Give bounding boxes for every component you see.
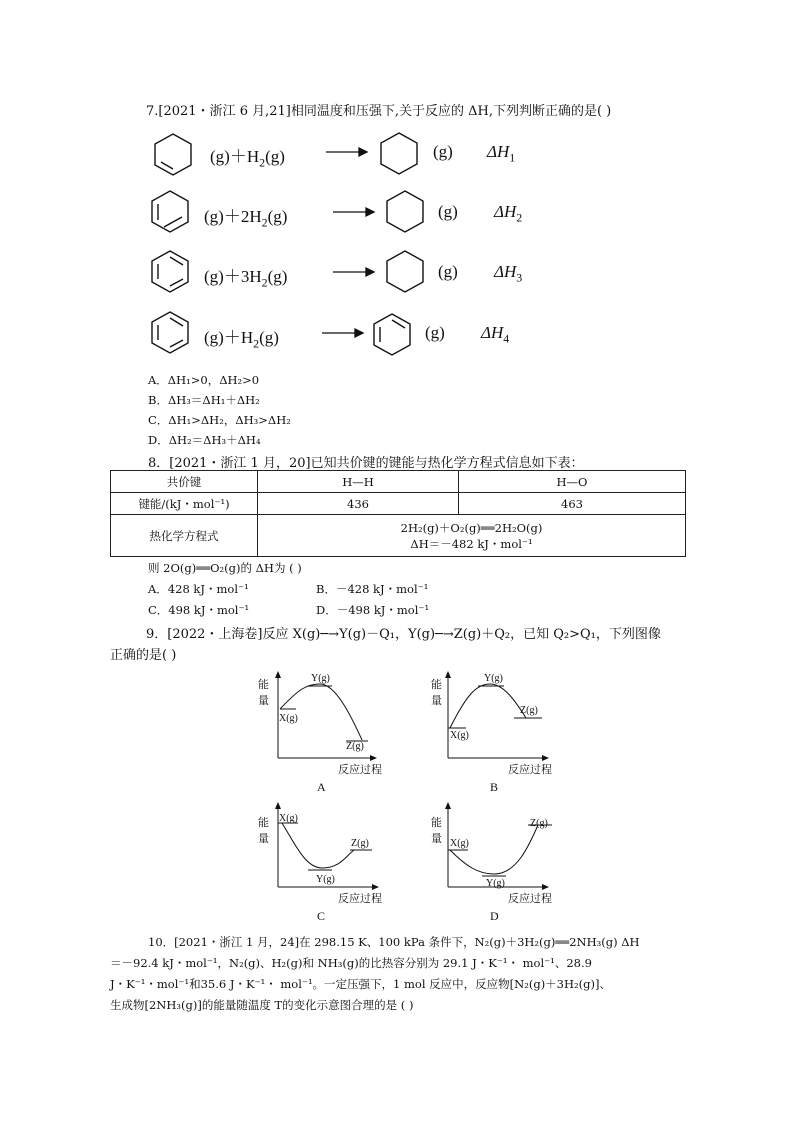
label-z: Z(g) [520, 705, 538, 716]
q7-product-2: (g) [438, 202, 458, 221]
table-header-label: 共价键 [111, 471, 258, 493]
q8-option-d: D．－498 kJ・mol⁻¹ [316, 603, 430, 617]
q7-option-d: D．ΔH₂＝ΔH₃＋ΔH₄ [148, 433, 261, 447]
y-label: 量 [258, 694, 269, 707]
label-y: Y(g) [486, 878, 505, 889]
panel-label-b: B [490, 780, 499, 794]
q7-reaction-2: $(g)+2H_2(g)$ [204, 207, 288, 230]
arrow-icon [366, 208, 374, 216]
q7-product-4: (g) [425, 323, 445, 342]
label-z: Z(g) [351, 838, 369, 849]
q7-stem: 7.[2021・浙江 6 月,21]相同温度和压强下,关于反应的 ΔH,下列判断正确的是( ) [146, 104, 612, 119]
label-x: X(g) [450, 730, 469, 741]
energy-curve [282, 823, 354, 868]
x-label: 反应过程 [338, 763, 382, 776]
energy-curve [450, 684, 526, 728]
table-header-hh: H—H [258, 471, 459, 493]
q7-reaction-1: $(g)+H_2(g)$ [210, 147, 285, 170]
x-label: 反应过程 [338, 892, 382, 905]
q7-reaction-4: $(g)+H_2(g)$ [204, 328, 279, 351]
double-bond-icon [170, 257, 183, 265]
y-label: 量 [431, 832, 442, 845]
y-label: 能 [258, 678, 269, 691]
q7-dh-3: $\Delta H_3$ [494, 262, 523, 285]
label-y: Y(g) [311, 673, 330, 684]
double-bond-icon [161, 162, 173, 169]
panel-label-a: A [317, 780, 326, 794]
double-bond-icon [170, 340, 183, 347]
q9-line-2: 正确的是( ) [110, 648, 177, 663]
double-bond-icon [170, 318, 183, 326]
y-label: 量 [431, 694, 442, 707]
q7-option-a: A．ΔH₁>0，ΔH₂>0 [148, 373, 260, 387]
q7-reaction-3: $(g)+3H_2(g)$ [204, 267, 288, 290]
q8-option-a: A．428 kJ・mol⁻¹ [148, 582, 249, 596]
q10-line-3: J・K⁻¹・mol⁻¹和35.6 J・K⁻¹・ mol⁻¹。一定压强下，1 mol 反应中，反应物[N₂(g)＋3H₂(g)]、 [110, 977, 611, 991]
q7-product-1: (g) [433, 142, 453, 161]
label-y: Y(g) [484, 673, 503, 684]
table-cell: 436 [258, 493, 459, 515]
cyclohexane-icon [387, 191, 423, 232]
q7-dh-4: $\Delta H_4$ [481, 323, 510, 346]
label-x: X(g) [279, 813, 298, 824]
q8-option-b: B．－428 kJ・mol⁻¹ [316, 582, 429, 596]
q7-option-b: B．ΔH₃＝ΔH₁＋ΔH₂ [148, 393, 260, 407]
label-y: Y(g) [316, 874, 335, 885]
arrow-icon [366, 268, 374, 276]
label-x: X(g) [450, 838, 469, 849]
thermo-equation: 2H₂(g)＋O₂(g)══2H₂O(g) [400, 520, 543, 535]
double-bond-icon [164, 217, 182, 227]
q8-option-c: C．498 kJ・mol⁻¹ [148, 603, 250, 617]
x-label: 反应过程 [508, 892, 552, 905]
panel-label-c: C [317, 909, 326, 923]
double-bond-icon [170, 279, 183, 286]
bond-energy-table [110, 470, 686, 557]
y-label: 能 [431, 816, 442, 829]
arrow-icon [355, 329, 363, 337]
q7-dh-1: $\Delta H_1$ [487, 142, 516, 165]
energy-curve [280, 684, 362, 740]
q10-line-1: 10．[2021・浙江 1 月，24]在 298.15 K、100 kPa 条件下，N₂(g)＋3H₂(g)══2NH₃(g) ΔH [148, 935, 640, 949]
table-cell: 463 [459, 493, 686, 515]
label-z: Z(g) [346, 741, 364, 752]
table-cell-equation [258, 515, 686, 557]
y-label: 量 [258, 832, 269, 845]
cyclohexane-icon [387, 251, 423, 292]
cyclohexane-icon [381, 133, 417, 174]
table-row-label: 热化学方程式 [111, 515, 258, 557]
q7-option-c: C．ΔH₁>ΔH₂，ΔH₃>ΔH₂ [148, 413, 291, 427]
q10-line-2: ＝－92.4 kJ・mol⁻¹，N₂(g)、H₂(g)和 NH₃(g)的比热容分别为 29.1 J・K⁻¹・ mol⁻¹、28.9 [110, 956, 592, 970]
x-label: 反应过程 [508, 763, 552, 776]
arrow-icon [359, 148, 367, 156]
q9-line-1: 9．[2022・上海卷]反应 X(g)─→Y(g)－Q₁，Y(g)─→Z(g)＋Q₂，已知 Q₂>Q₁，下列图像 [146, 627, 661, 642]
q8-ask: 则 2O(g)══O₂(g)的 ΔH为 ( ) [148, 561, 302, 575]
q7-product-3: (g) [438, 262, 458, 281]
y-label: 能 [258, 816, 269, 829]
table-header-ho: H—O [459, 471, 686, 493]
y-label: 能 [431, 678, 442, 691]
thermo-delta-h: ΔH＝－482 kJ・mol⁻¹ [410, 536, 533, 551]
q10-line-4: 生成物[2NH₃(g)]的能量随温度 T的变化示意图合理的是 ( ) [110, 998, 414, 1012]
double-bond-icon [392, 320, 405, 328]
label-x: X(g) [279, 713, 298, 724]
q8-stem: 8．[2021・浙江 1 月，20]已知共价键的键能与热化学方程式信息如下表： [148, 456, 584, 471]
q7-dh-2: $\Delta H_2$ [494, 202, 523, 225]
label-z: Z(g) [530, 818, 548, 829]
panel-label-d: D [490, 909, 499, 923]
table-row-label: 键能/(kJ・mol⁻¹) [111, 493, 258, 515]
